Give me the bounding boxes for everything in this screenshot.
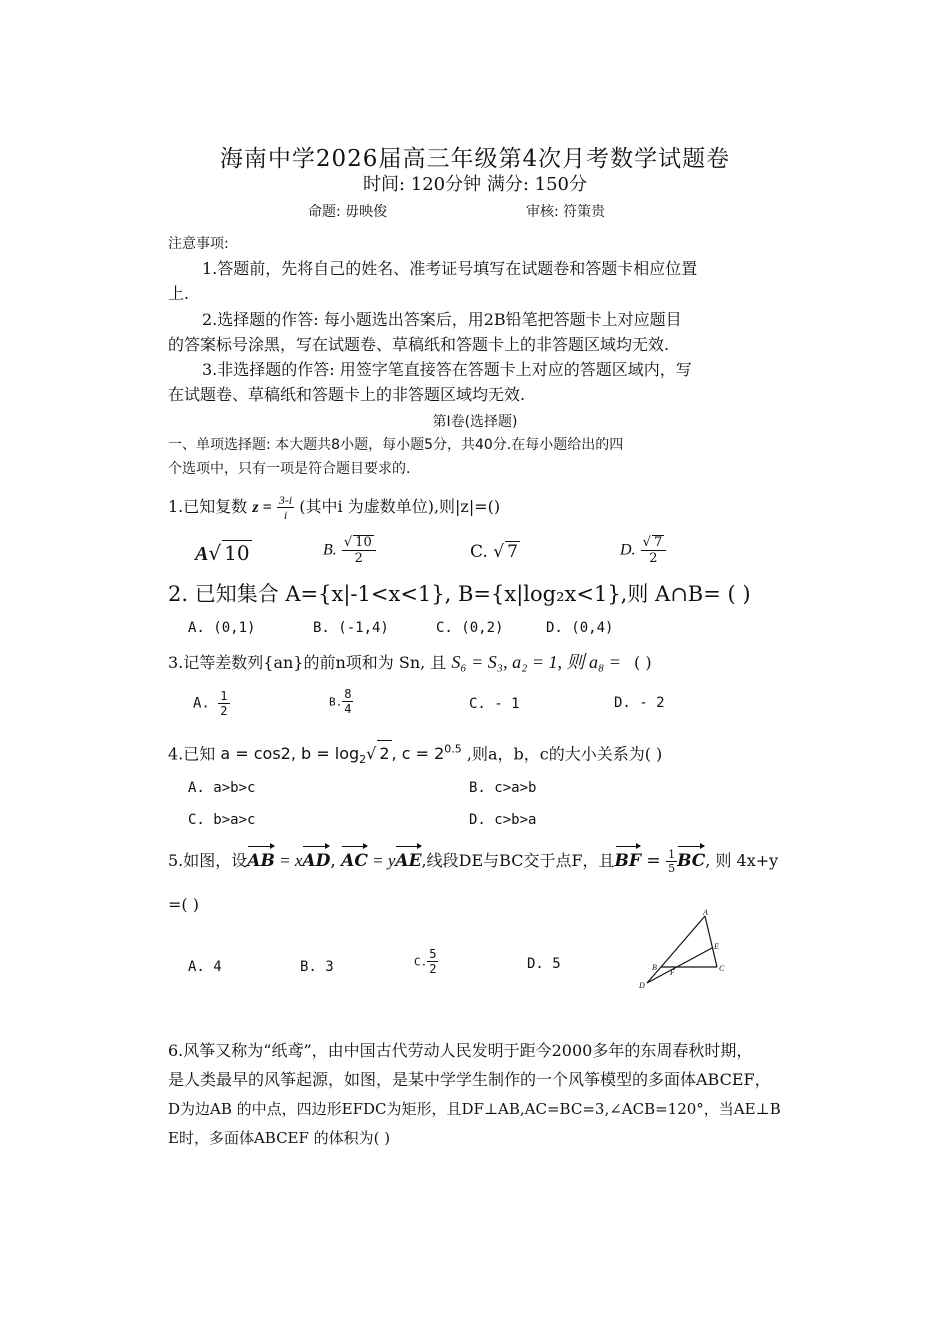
section-title: 第Ⅰ卷(选择题): [432, 414, 518, 430]
page-title: 海南中学2026届高三年级第4次月考数学试题卷: [219, 146, 731, 172]
q2-option-b: B. (-1,4): [313, 620, 389, 636]
q4-option-b: B. c>a>b: [469, 780, 537, 796]
q3-option-c: C. - 1: [469, 696, 520, 712]
notice-item-1-line-2: 上.: [168, 284, 190, 303]
section-intro-line-1: 一、单项选择题: 本大题共8小题，每小题5分，共40分.在每小题给出的四: [168, 437, 624, 453]
q4-option-d: D. c>b>a: [469, 812, 537, 828]
label-f: F: [670, 968, 675, 977]
q1-option-b: B. $\frac{√ 10}{2}$: [323, 535, 376, 565]
notice-item-2-line-2: 的答案标号涂黑，写在试题卷、草稿纸和答题卡上的非答题区域均无效.: [168, 335, 670, 354]
q2-option-a: A. (0,1): [188, 620, 256, 636]
q3-option-b: B. $\frac{8}{4}$: [329, 687, 352, 716]
label-c: C: [719, 964, 725, 973]
label-d: D: [639, 981, 645, 990]
exam-reviewer: 审核: 符策贵: [526, 204, 606, 220]
q2-option-d: D. (0,4): [546, 620, 614, 636]
question-5-stem: 5.如图，设AB = xAD, AC = yAE,线段DE与BC交于点F，且BF = $\frac{1}{5}$ BC, 则 4x+y: [168, 848, 779, 875]
q5-option-a: A. 4: [188, 959, 222, 975]
q5-option-d: D. 5: [527, 956, 561, 972]
q1-option-a: A√ 10: [195, 541, 250, 565]
question-2-stem: 2. 已知集合 A={x|-1<x<1}, B={x|log₂x<1},则 A∩B= ( ): [168, 582, 751, 606]
question-4-stem: 4.已知 a = cos2, $b = \log_2√$ 2 , $c = 2^{0.5}$ ,则a，b，c的大小关系为( ): [168, 737, 662, 774]
question-6-line-1: 6.风筝又称为“纸鸢”，由中国古代劳动人民发明于距今2000多年的东周春秋时期，: [168, 1041, 753, 1060]
notice-item-3-line-1: 3.非选择题的作答: 用签字笔直接答在答题卡上对应的答题区域内，写: [202, 360, 692, 379]
notice-item-3-line-2: 在试题卷、草稿纸和答题卡上的非答题区域均无效.: [168, 385, 526, 404]
question-6-line-2: 是人类最早的风筝起源，如图，是某中学学生制作的一个风筝模型的多面体ABCEF，: [168, 1070, 771, 1089]
label-e: E: [714, 942, 719, 951]
q3-option-a: A. $\frac{1}{2}$: [193, 689, 228, 718]
q5-option-b: B. 3: [300, 959, 334, 975]
question-1-stem: 1.已知复数 z = $\frac{3-i}{i}$ (其中i 为虚数单位),则|z|=(): [168, 493, 501, 522]
q4-option-a: A. a>b>c: [188, 780, 256, 796]
question-5-stem-line-2: =( ): [168, 895, 199, 914]
q5-option-c: C. $\frac{5}{2}$: [414, 947, 437, 976]
exam-time-score: 时间: 120分钟 满分: 150分: [362, 174, 587, 195]
question-6-line-4: E时，多面体ABCEF 的体积为( ): [168, 1129, 391, 1147]
question-6-line-3: D为边AB 的中点，四边形EFDC为矩形，且DF⊥AB,AC=BC=3,∠ACB=120°，当AE⊥B: [168, 1100, 781, 1118]
question-3-stem: 3.记等差数列{an}的前n项和为 Sn, 且 S₆ = S₃, a₂ = 1, 则 a₈ = ( ): [168, 652, 652, 672]
q3-option-d: D. - 2: [614, 695, 665, 711]
exam-author: 命题: 毋映俊: [308, 204, 388, 220]
label-a: A: [703, 908, 708, 917]
q1-option-c: C. √ 7: [470, 542, 518, 562]
q1-option-d: D. $\frac{√ 7}{2}$: [620, 535, 666, 565]
notice-item-2-line-1: 2.选择题的作答: 每小题选出答案后，用2B铅笔把答题卡上对应题目: [202, 310, 682, 329]
notice-item-1-line-1: 1.答题前，先将自己的姓名、准考证号填写在试题卷和答题卡相应位置: [202, 259, 698, 278]
section-intro-line-2: 个选项中，只有一项是符合题目要求的.: [168, 461, 411, 477]
label-b: B: [652, 963, 657, 972]
segment-ab: [661, 916, 705, 967]
notice-heading: 注意事项:: [168, 236, 229, 252]
triangle-figure: [635, 908, 735, 992]
q2-option-c: C. (0,2): [436, 620, 504, 636]
q4-option-c: C. b>a>c: [188, 812, 256, 828]
